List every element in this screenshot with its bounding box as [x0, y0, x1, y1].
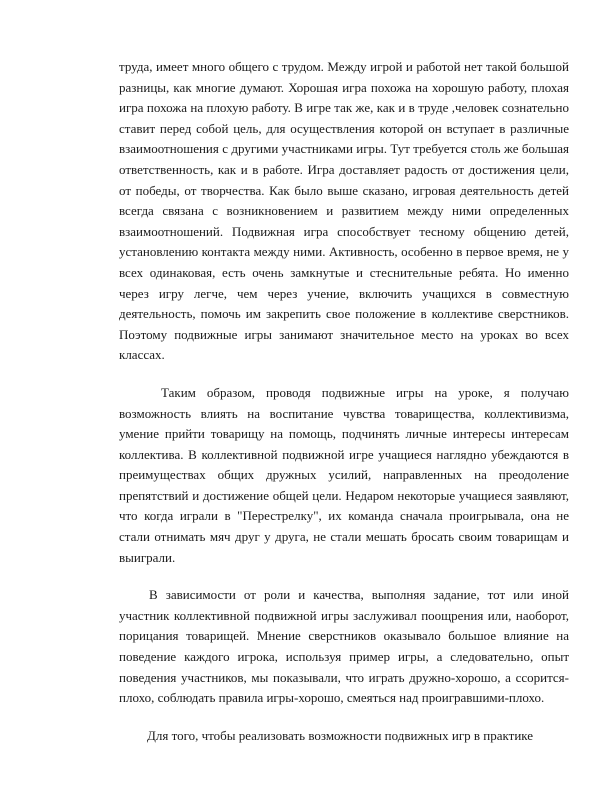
- paragraph-collectivism: Таким образом, проводя подвижные игры на уроке, я получаю возможность влиять на воспитание чувства товарищества, коллективизма, умение прийти товарищу на помощь, подчинять личные интересы интересам коллектива. В коллективной подвижной игре учащиеся наглядно убеждаются в преимуществах общих дружных усилий, направленных на преодоление препятствий и достижение общей цели. Недаром некоторые учащиеся заявляют, что когда играли в "Перестрелку", их команда сначала проигрывала, она не стали отнимать мяч друг у друга, не стали мешать бросать своим товарищам и выиграли.: [119, 384, 569, 565]
- paragraph-practice: Для того, чтобы реализовать возможности подвижных игр в практике: [147, 727, 534, 743]
- paragraph-peer-influence: В зависимости от роли и качества, выполняя задание, тот или иной участник коллективной подвижной игры заслуживал поощрения или, наоборот, порицания товарищей. Мнение сверстников оказывало большое влияние на поведение каждого игрока, используя пример игры, а следовательно, опыт поведения участников, мы показывали, что играть дружно-хорошо, а ссорится-плохо, соблюдать правила игры-хорошо, смеяться над проигравшими-плохо.: [119, 587, 569, 706]
- paragraph-continuation: труда, имеет много общего с трудом. Между игрой и работой нет такой большой разницы, как многие думают. Хорошая игра похожа на хорошую работу, плохая игра похожа на плохую работу. В игре так же, как и в труде ,человек сознательно ставит перед собой цель, для осуществления которой он вступает в различные взаимоотношения с другими участниками игры. Тут требуется столь же большая ответственность, как и в работе. Игра доставляет радость от достижения цели, от победы, от творчества. Как было выше сказано, игровая деятельность детей всегда связана с возникновением и развитием между ними определенных взаимоотношений. Подвижная игра способствует тесному общению детей, установлению контакта между ними. Активность, особенно в первое время, не у всех одинаковая, есть очень замкнутые и стеснительные ребята. Но именно через игру легче, чем через учение, включить учащихся в совместную деятельность, помочь им закрепить свое положение в коллективе сверстников. Поэтому подвижные игры занимают значительное место на уроках во всех классах.: [119, 59, 569, 363]
- document-body: [119, 57, 569, 746]
